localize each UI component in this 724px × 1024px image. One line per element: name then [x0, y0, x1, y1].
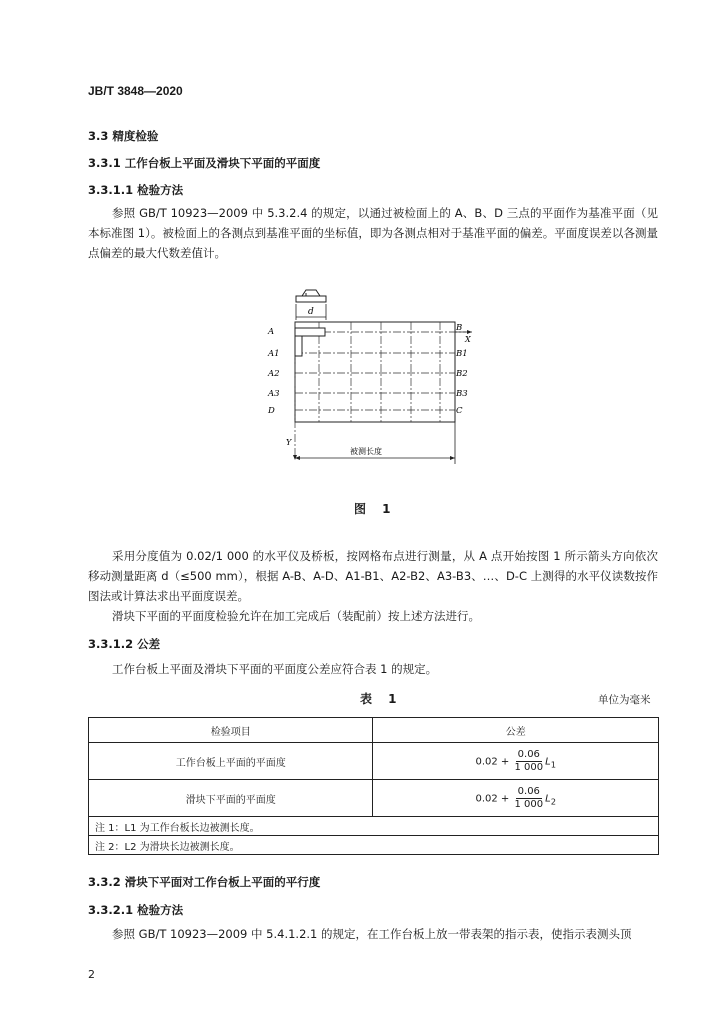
row-tolerance: 0.02 + $\frac{0.06}{1 000}$ $L_2$ [373, 780, 659, 817]
level-instrument-icon [296, 290, 326, 302]
label-B3: B3 [456, 389, 468, 399]
label-B: B [456, 323, 463, 333]
figure-caption: 图 1 [354, 502, 397, 516]
label-D: D [268, 406, 275, 416]
section-3-3-2-1-heading: 3.3.2.1 检验方法 [88, 903, 184, 917]
label-C: C [456, 406, 463, 416]
tolerance-table [88, 717, 659, 855]
row-tolerance: 0.02 + $\frac{0.06}{1 000}$ $L_1$ [373, 743, 659, 780]
section-3-3-1-heading: 3.3.1 工作台板上平面及滑块下平面的平面度 [88, 156, 321, 170]
table-row [89, 780, 659, 817]
table-note-2: 注 2：L2 为滑块长边被测长度。 [89, 836, 659, 855]
paragraph-parallelism: 参照 GB/T 10923—2009 中 5.4.1.2.1 的规定，在工作台板上放一带表架的指示表，使指示表测头顶 [112, 927, 632, 941]
header-item: 检验项目 [89, 718, 373, 743]
section-3-3-heading: 3.3 精度检验 [88, 129, 159, 143]
length-dimension [295, 422, 455, 464]
label-A1: A1 [268, 349, 280, 359]
header-tolerance: 公差 [373, 718, 659, 743]
label-x: X [465, 335, 471, 344]
fraction: $\frac{0.06}{1 000}$ [514, 748, 544, 773]
label-measured-length: 被测长度 [350, 447, 382, 456]
measurement-grid [295, 322, 466, 457]
fraction: $\frac{0.06}{1 000}$ [514, 785, 544, 810]
paragraph-method-3: 滑块下平面的平面度检验允许在加工完成后（装配前）按上述方法进行。 [112, 609, 480, 623]
paragraph-method-1: 参照 GB/T 10923—2009 中 5.3.2.4 的规定，以通过被检面上的 A、B、D 三点的平面作为基准平面（见本标准图 1）。被检面上的各测点到基准平面的坐标值，即为各测点相对于基准平面的偏差。平面度误差以各测量点偏差的最大代数差值计。 [88, 206, 658, 260]
section-3-3-1-2-heading: 3.3.1.2 公差 [88, 637, 161, 651]
row-item: 工作台板上平面的平面度 [89, 743, 373, 780]
standard-number: JB/T 3848—2020 [88, 84, 183, 98]
x-arrow-icon [467, 330, 472, 334]
label-B1: B1 [456, 349, 468, 359]
table-unit: 单位为毫米 [598, 694, 651, 706]
table-note-row [89, 817, 659, 836]
label-B2: B2 [456, 369, 468, 379]
table-title: 表 1 [360, 692, 403, 706]
page-number: 2 [88, 968, 95, 981]
table-note-row [89, 836, 659, 855]
figure-1-diagram [258, 282, 488, 472]
row-item: 滑块下平面的平面度 [89, 780, 373, 817]
label-y: Y [286, 438, 292, 447]
paragraph-tolerance: 工作台板上平面及滑块下平面的平面度公差应符合表 1 的规定。 [112, 662, 438, 676]
paragraph-method-2: 采用分度值为 0.02/1 000 的水平仪及桥板，按网格布点进行测量，从 A 点开始按图 1 所示箭头方向依次移动测量距离 d（≤500 mm），根据 A-B、A-D、A1-B1、A2-B2、A3-B3、…、D-C 上测得的水平仪读数按作图法或计算法求出平面度误差。 [88, 549, 658, 603]
table-note-1: 注 1：L1 为工作台板长边被测长度。 [89, 817, 659, 836]
label-d: d [308, 307, 314, 317]
bridge-plate-icon [295, 328, 325, 356]
table-row [89, 743, 659, 780]
label-A2: A2 [268, 369, 280, 379]
section-3-3-1-1-heading: 3.3.1.1 检验方法 [88, 183, 184, 197]
section-3-3-2-heading: 3.3.2 滑块下平面对工作台板上平面的平行度 [88, 875, 321, 889]
label-A3: A3 [268, 389, 280, 399]
label-A: A [268, 327, 275, 337]
table-header-row [89, 718, 659, 743]
